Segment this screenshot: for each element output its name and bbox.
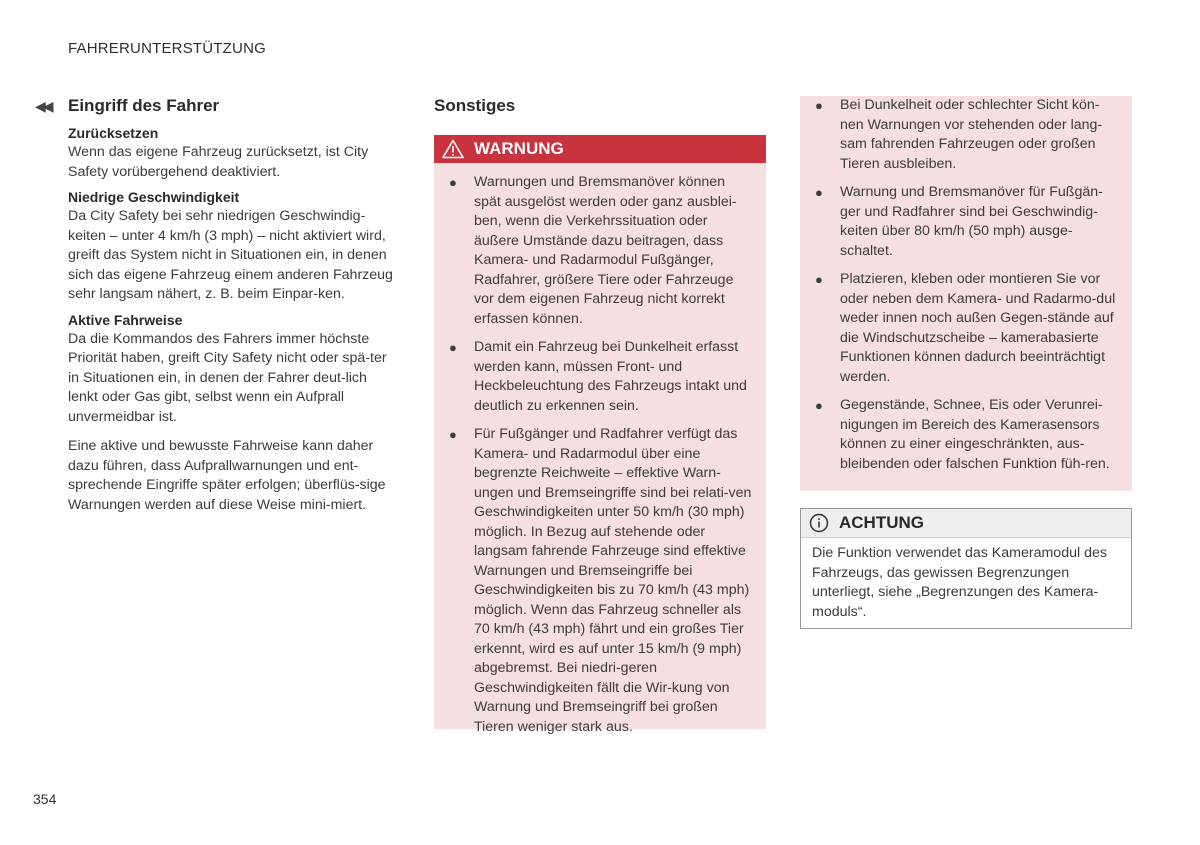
page-header: FAHRERUNTERSTÜTZUNG [68,40,266,57]
left-column [68,96,398,515]
bullet-icon: ● [815,272,823,287]
list-item [800,183,1132,261]
list-item [800,270,1132,387]
subsection-text: Wenn das eigene Fahrzeug zurücksetzt, ist City Safety vorübergehend deaktiviert. [68,144,369,180]
list-item [800,396,1132,474]
note-label: ACHTUNG [839,513,924,532]
bullet-icon: ● [815,185,823,200]
list-item [800,96,1132,174]
note-header [801,509,1131,538]
bullet-icon: ● [449,340,457,355]
page-number: 354 [33,791,57,807]
warning-list [434,163,766,737]
warning-box-continued [800,96,1132,491]
list-item [434,425,766,737]
list-item-text: Für Fußgänger und Radfahrer verfügt das Kamera- und Radarmodul über eine begrenzte Reichweite – effektive Warn-ungen und Bremseingriffe sind bei relati-ven Geschwindigkeiten unter 50 km/h (30 mph) möglich. In Bezug auf stehende oder langsam fahrende Fahrzeuge sind effektive Warnungen und Bremseingriffe bei Geschwindigkeiten bis zu 70 km/h (43 mph) möglich. Wenn das Fahrzeug schneller als 70 km/h (43 mph) fährt und ein großes Tier erkennt, wird es auf unter 15 km/h (9 mph) abgebremst. Bei niedri-geren Geschwindigkeiten fällt die Wir-kung von Warnung und Bremseingriff bei großen Tieren weniger stark aus. [474,426,752,735]
warning-header [434,135,766,163]
warning-label: WARNUNG [474,139,564,158]
subsection-text: Da City Safety bei sehr niedrigen Geschwindig-keiten – unter 4 km/h (3 mph) – nicht aktiviert wird, greift das System nicht in Situationen ein, in denen sich das eigene Fahrzeug einem anderen Fahrzeug sehr langsam nähert, z. B. beim Einpar-ken. [68,208,393,302]
double-chevron-left-icon[interactable]: ◀◀ [35,98,51,114]
warning-triangle-icon [442,139,464,159]
list-item-text: Platzieren, kleben oder montieren Sie vor oder neben dem Kamera- und Radarmo-dul weder innen noch außen Gegen-stände auf die Windschutzscheibe – kamerabasierte Funktionen können dadurch beeinträchtigt werden. [840,271,1116,385]
subsection-heading: Aktive Fahrweise [68,311,183,328]
paragraph: Eine aktive und bewusste Fahrweise kann daher dazu führen, dass Aufprallwarnungen und ent-sprechende Eingriffe später erfolgen; überflüs-sige Warnungen werden auf diese Weise mini-miert. [68,438,386,513]
bullet-icon: ● [815,98,823,113]
list-item-text: Damit ein Fahrzeug bei Dunkelheit erfasst werden kann, müssen Front- und Heckbeleuchtung des Fahrzeugs intakt und deutlich zu erkennen sein. [474,339,747,414]
bullet-icon: ● [449,175,457,190]
bullet-icon: ● [449,427,457,442]
bullet-icon: ● [815,398,823,413]
warning-box [434,135,766,735]
info-circle-icon [809,513,829,533]
list-item [434,338,766,416]
section-title: Eingriff des Fahrer [68,96,220,115]
list-item [434,173,766,329]
subsection-heading: Niedrige Geschwindigkeit [68,189,240,205]
note-box [800,508,1132,629]
note-text: Die Funktion verwendet das Kameramodul des Fahrzeugs, das gewissen Begrenzungen unterliegt, siehe „Begrenzungen des Kamera-moduls“. [812,545,1107,620]
list-item-text: Warnung und Bremsmanöver für Fußgän-ger und Radfahrer sind bei Geschwindig-keiten über 80 km/h (50 mph) ausge-schaltet. [840,184,1103,259]
middle-column [434,96,766,124]
list-item-text: Warnungen und Bremsmanöver können spät ausgelöst werden oder ganz ausblei-ben, wenn die Verkehrssituation oder äußere Umstände dazu beitragen, dass Kamera- und Radarmodul Fußgänger, Radfahrer, größere Tiere oder Fahrzeuge vor dem eigenen Fahrzeug nicht korrekt erfassen können. [474,174,737,327]
warning-list [800,96,1132,474]
section-title: Sonstiges [434,96,516,115]
list-item-text: Gegenstände, Schnee, Eis oder Verunrei-nigungen im Bereich des Kamerasensors können zu einer eingeschränkten, aus-bleibenden oder falschen Funktion füh-ren. [840,397,1110,472]
subsection-text: Da die Kommandos des Fahrers immer höchste Priorität haben, greift City Safety nicht oder spä-ter in Situationen ein, in denen der Fahrer deut-lich lenkt oder Gas gibt, selbst wenn ein Aufprall unvermeidbar ist. [68,330,387,425]
list-item-text: Bei Dunkelheit oder schlechter Sicht kön-nen Warnungen vor stehenden oder lang-sam fahrenden Fahrzeugen oder großen Tieren ausbleiben. [840,97,1103,172]
subsection-heading: Zurücksetzen [68,125,159,141]
